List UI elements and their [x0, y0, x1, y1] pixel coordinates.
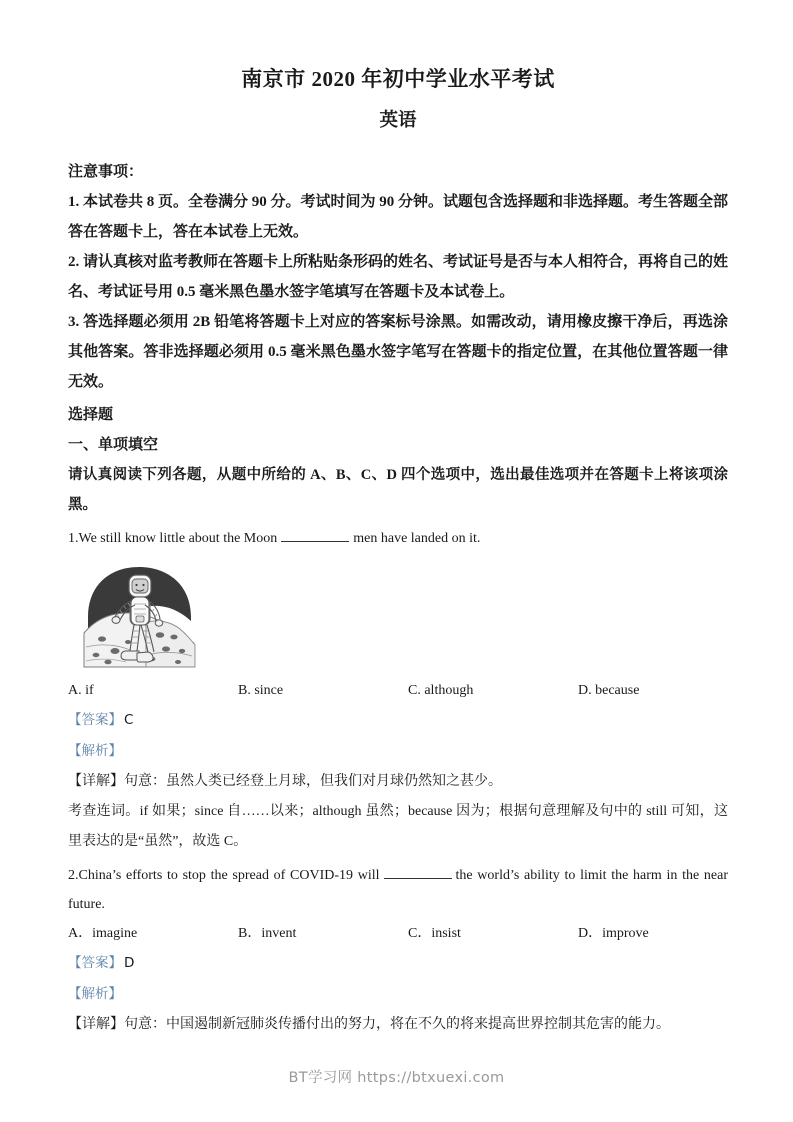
answer-value: C: [124, 712, 134, 729]
question-item: [68, 861, 728, 1040]
detail-text: 句意：虽然人类已经登上月球，但我们对月球仍然知之甚少。: [124, 774, 502, 790]
analysis-tag: 【解析】: [68, 986, 122, 1003]
option-c[interactable]: C. although: [408, 683, 474, 699]
answer-tag: 【答案】: [68, 712, 122, 729]
question-item: [68, 524, 728, 857]
question-stem-before: 2.China’s efforts to stop the spread of COVID-19 will: [68, 868, 380, 884]
option-b[interactable]: B．invent: [238, 926, 297, 942]
options-row: [68, 676, 728, 705]
answer-blank: [281, 529, 349, 542]
note-item: 1. 本试卷共 8 页。全卷满分 90 分。考试时间为 90 分钟。试题包含选择题和非选择题。考生答题全部答在答题卡上，答在本试卷上无效。: [68, 194, 729, 241]
answer-blank: [384, 866, 452, 879]
detail-tag: 【详解】: [68, 774, 124, 790]
analysis-tag: 【解析】: [68, 743, 122, 760]
analysis-line: [68, 979, 728, 1010]
question-stem: [68, 524, 728, 553]
note-item: 2. 请认真核对监考教师在答题卡上所粘贴条形码的姓名、考试证号是否与本人相符合，再将自己的姓名、考试证号用 0.5 毫米黑色墨水签字笔填写在答题卡及本试卷上。: [68, 254, 729, 301]
option-a[interactable]: A．imagine: [68, 926, 138, 942]
option-d[interactable]: D. because: [578, 683, 640, 699]
option-d[interactable]: D．improve: [578, 926, 649, 942]
answer-line: [68, 948, 728, 979]
detail-line: [68, 1010, 728, 1040]
detail-line: [68, 767, 728, 797]
question-stem-after: men have landed on it.: [353, 531, 481, 547]
astronaut-on-moon-illustration: [82, 559, 197, 672]
part-one-heading: 一、单项填空: [68, 437, 159, 454]
option-c[interactable]: C．insist: [408, 926, 461, 942]
notes-section: [68, 157, 728, 397]
choice-section-heading: 选择题: [68, 407, 114, 424]
option-a[interactable]: A. if: [68, 683, 94, 699]
page-subtitle: 英语: [379, 111, 417, 132]
detail-text: 句意：中国遏制新冠肺炎传播付出的努力，将在不久的将来提高世界控制其危害的能力。: [124, 1017, 670, 1033]
detail-text: 考查连词。if 如果；since 自……以来；although 虽然；because 因为；根据句意理解及句中的 still 可知，这里表达的是“虽然”，故选 C。: [68, 804, 728, 850]
answer-tag: 【答案】: [68, 955, 122, 972]
footer-watermark: BT学习网 https://btxuexi.com: [288, 1070, 505, 1086]
page-content: [68, 0, 728, 1040]
options-row: [68, 919, 728, 948]
question-stem-after: the world’s ability to limit the harm in the near future.: [68, 868, 728, 913]
analysis-line: [68, 736, 728, 767]
question-stem: [68, 861, 728, 919]
detail-tag: 【详解】: [68, 1017, 124, 1033]
page-title: 南京市 2020 年初中学业水平考试: [241, 67, 555, 91]
notes-heading: 注意事项：: [68, 164, 144, 181]
part-one-directions: 请认真阅读下列各题，从题中所给的 A、B、C、D 四个选项中，选出最佳选项并在答题卡上将该项涂黑。: [68, 467, 728, 514]
answer-value: D: [124, 955, 135, 972]
answer-line: [68, 705, 728, 736]
note-item: 3. 答选择题必须用 2B 铅笔将答题卡上对应的答案标号涂黑。如需改动，请用橡皮擦干净后，再选涂其他答案。答非选择题必须用 0.5 毫米黑色墨水签字笔写在答题卡的指定位置，在其他位置答题一律无效。: [68, 314, 728, 391]
question-stem-before: 1.We still know little about the Moon: [68, 531, 278, 547]
detail-line: [68, 797, 728, 857]
option-b[interactable]: B. since: [238, 683, 284, 699]
